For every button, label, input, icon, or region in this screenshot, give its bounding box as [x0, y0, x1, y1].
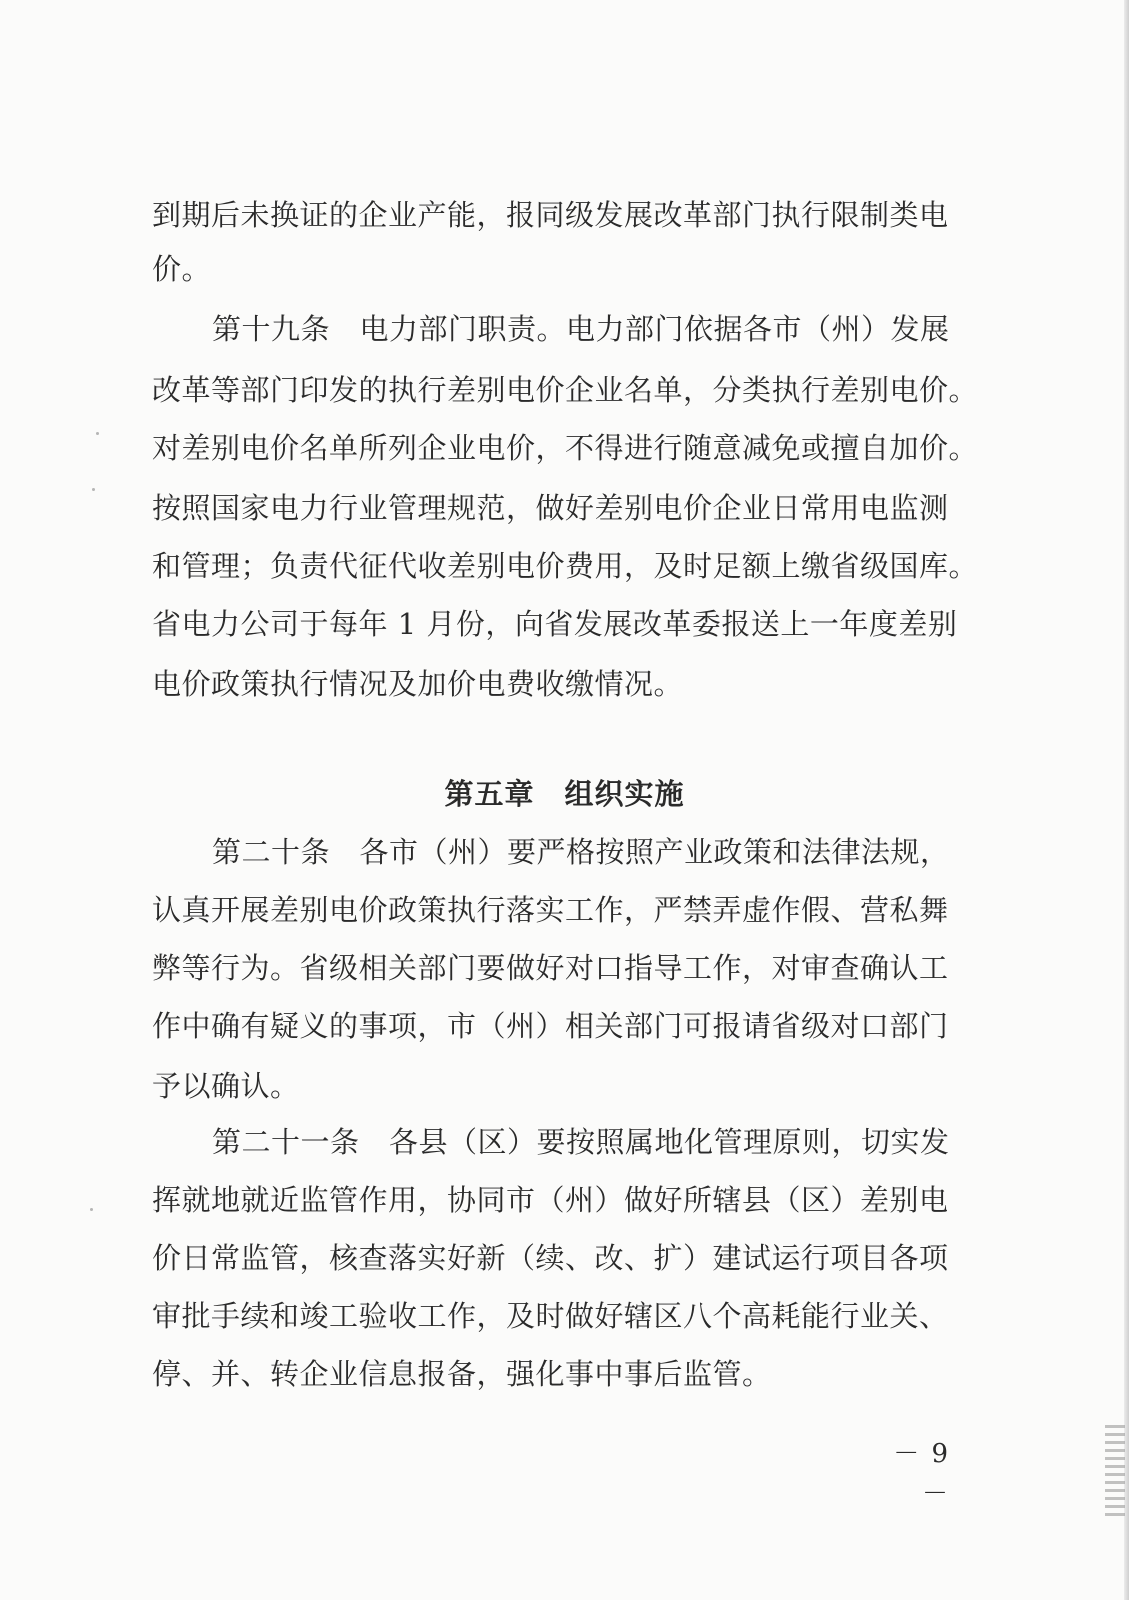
paragraph-line: 认真开展差别电价政策执行落实工作，严禁弄虚作假、营私舞: [152, 893, 949, 927]
paragraph-line: 价。: [152, 252, 212, 286]
paragraph-line: 电价政策执行情况及加价电费收缴情况。: [152, 667, 684, 701]
paragraph-line: 作中确有疑义的事项，市（州）相关部门可报请省级对口部门: [152, 1009, 949, 1043]
article-19-line: 第十九条 电力部门职责。电力部门依据各市（州）发展: [212, 312, 950, 346]
scan-edge: [1124, 0, 1129, 1600]
paragraph-line: 按照国家电力行业管理规范，做好差别电价企业日常用电监测: [152, 491, 949, 525]
paragraph-line: 挥就地就近监管作用，协同市（州）做好所辖县（区）差别电: [152, 1183, 949, 1217]
paragraph-line: 价日常监管，核查落实好新（续、改、扩）建试运行项目各项: [152, 1241, 949, 1275]
page-number: － 9 －: [893, 1439, 950, 1509]
paragraph-line: 到期后未换证的企业产能，报同级发展改革部门执行限制类电: [152, 198, 949, 232]
paragraph-line: 予以确认。: [152, 1069, 300, 1103]
scan-edge-marks: [1105, 1425, 1125, 1520]
paragraph-line: 改革等部门印发的执行差别电价企业名单，分类执行差别电价。: [152, 373, 979, 407]
article-20-line: 第二十条 各市（州）要严格按照产业政策和法律法规，: [212, 835, 950, 869]
paragraph-line: 弊等行为。省级相关部门要做好对口指导工作，对审查确认工: [152, 951, 949, 985]
article-21-line: 第二十一条 各县（区）要按照属地化管理原则，切实发: [212, 1125, 950, 1159]
chapter-heading: 第五章 组织实施: [444, 777, 685, 811]
paragraph-line: 审批手续和竣工验收工作，及时做好辖区八个高耗能行业关、: [152, 1299, 949, 1333]
paragraph-line: 对差别电价名单所列企业电价，不得进行随意减免或擅自加价。: [152, 431, 979, 465]
paragraph-line: 停、并、转企业信息报备，强化事中事后监管。: [152, 1357, 772, 1391]
scan-speck: [90, 1208, 93, 1211]
paragraph-line: 和管理；负责代征代收差别电价费用，及时足额上缴省级国库。: [152, 549, 979, 583]
scan-speck: [96, 432, 99, 435]
scan-speck: [92, 488, 95, 491]
paragraph-line: 省电力公司于每年 1 月份，向省发展改革委报送上一年度差别: [152, 607, 958, 641]
